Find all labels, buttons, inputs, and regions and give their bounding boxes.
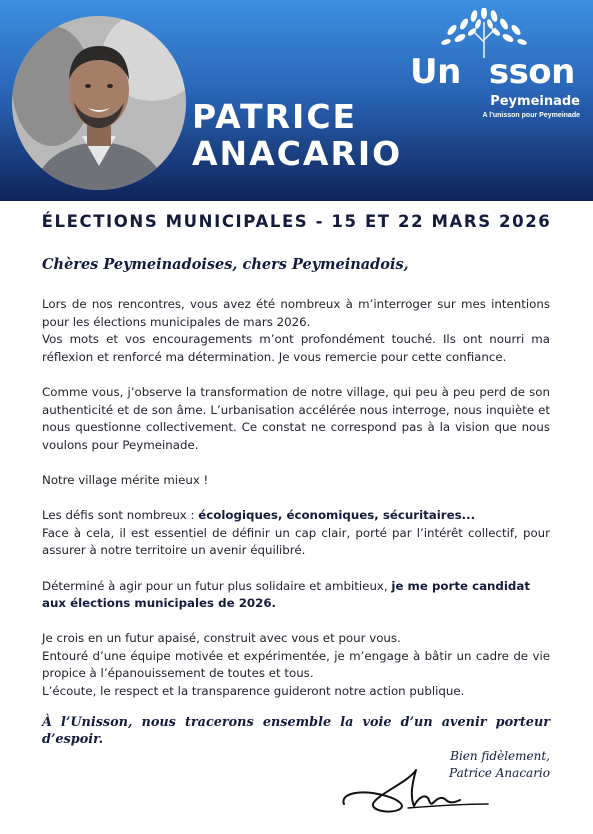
logo-word-left: Un [410,52,461,92]
paragraph-2: Comme vous, j’observe la transformation de notre village, qui peu à peu perd de son authenticité et de son âme. L’urbanisation accélérée nous interroge, nous inquiète et nous questionne collectivement. Ce constat ne correspond pas à la vision que nous voulons pour Peymeinade. [42,384,550,452]
paragraph-3: Notre village mérite mieux ! [42,472,209,487]
paragraph-1 [42,296,550,366]
sign-off-line-1: Bien fidèlement, [450,749,550,763]
letter-body [42,296,550,718]
handwritten-signature-icon [338,764,498,816]
paragraph-5-intro: Déterminé à agir pour un futur plus solidaire et ambitieux, [42,578,392,593]
first-name: PATRICE [192,97,358,136]
closing-statement: À l’Unisson, nous tracerons ensemble la voie d’un avenir porteur d’espoir. [42,715,550,747]
paragraph-6-line-1: Je crois en un futur apaisé, construit avec vous et pour vous. [42,631,401,646]
paragraph-4-emphasis: écologiques, économiques, sécuritaires... [198,508,476,523]
sign-off-name: Patrice Anacario [449,766,550,780]
paragraph-5 [42,578,550,613]
paragraph-6-line-2: Entouré d’une équipe motivée et expérimentée, je m’engage à bâtir un cadre de vie propice à l’épanouissement de toutes et tous. [42,648,550,681]
greeting: Chères Peymeinadoises, chers Peymeinadois, [42,256,409,273]
paragraph-4-intro: Les défis sont nombreux : [42,508,199,523]
logo-town: Peymeinade [490,94,580,109]
paragraph-5-emphasis: je me porte candidat aux élections municipales de 2026. [42,578,530,611]
portrait-photo [12,16,186,190]
paragraph-1-line-1: Lors de nos rencontres, vous avez été nombreux à m’interroger sur mes intentions pour les élections municipales de mars 2026. [42,297,550,329]
logo-wordmark [410,52,575,92]
last-name: ANACARIO [192,134,403,173]
logo-word-right: sson [488,52,575,92]
paragraph-6-line-3: L’écoute, le respect et la transparence guideront notre action publique. [42,684,465,699]
paragraph-4 [42,507,550,560]
logo-tagline: A l'unisson pour Peymeinade [482,112,580,119]
paragraph-4-rest: Face à cela, il est essentiel de définir un cap clair, porté par l’intérêt collectif, pour assurer à notre territoire un avenir équilibré. [42,525,550,558]
election-title: ÉLECTIONS MUNICIPALES - 15 ET 22 MARS 2026 [41,212,552,231]
paragraph-1-line-2: Vos mots et vos encouragements m’ont profondément touché. Ils ont nourri ma réflexion et renforcé ma détermination. Je vous remercie pour cette confiance. [42,332,550,364]
header-banner [0,0,593,201]
unisson-logo [408,6,588,124]
paragraph-6 [42,630,550,700]
candidate-name [192,98,402,172]
